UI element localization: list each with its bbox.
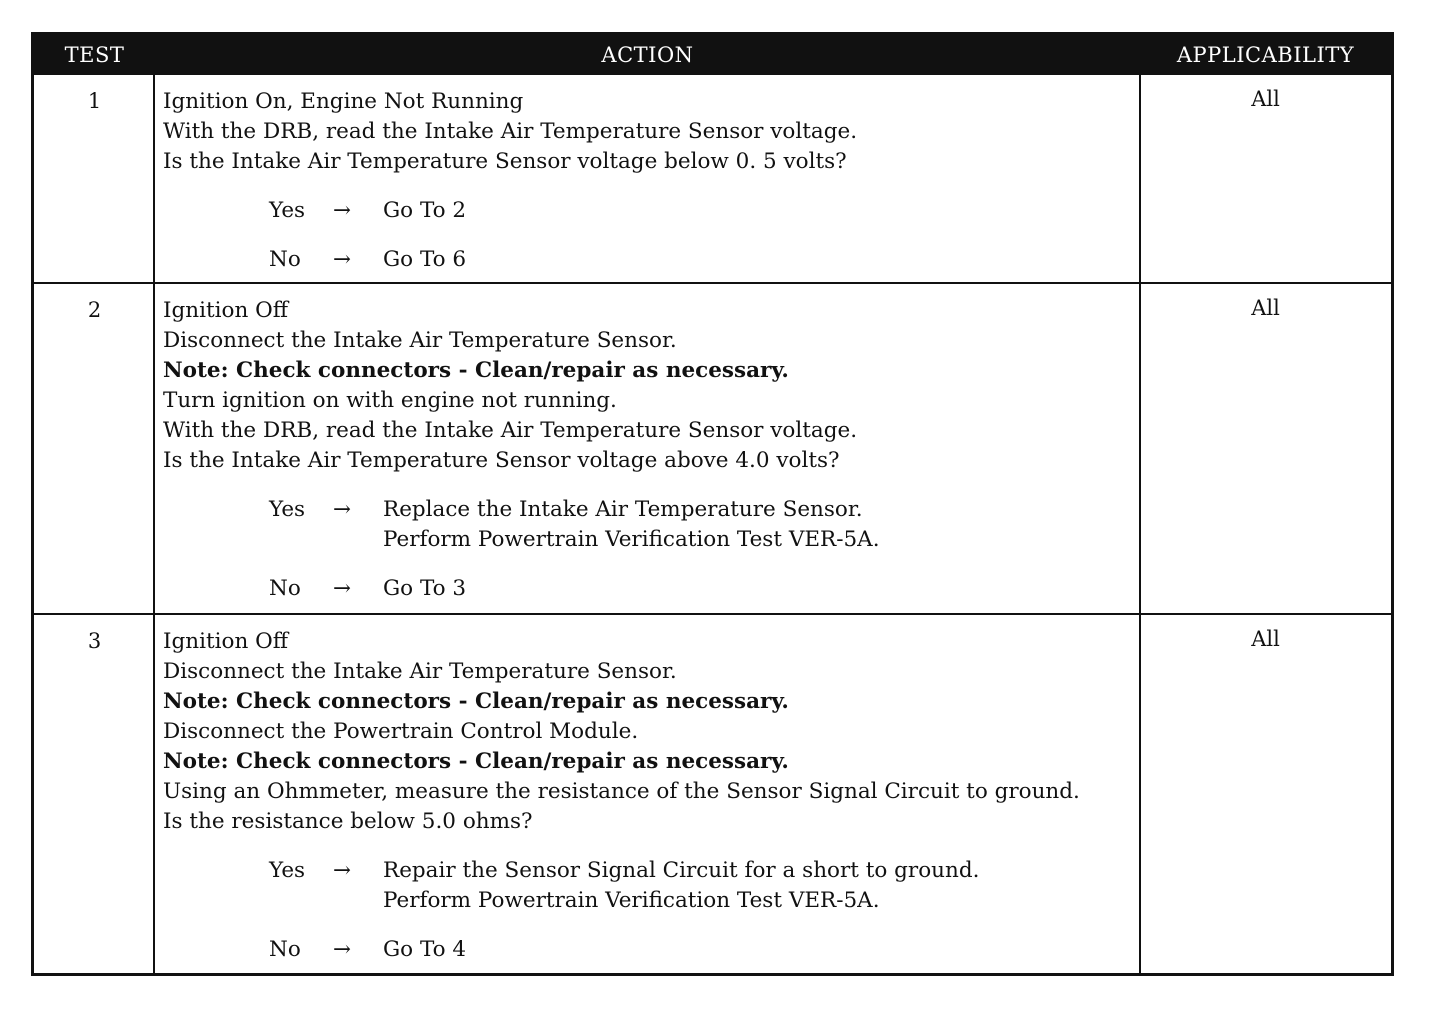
no-result xyxy=(163,245,1138,275)
table-row-test-1 xyxy=(34,75,1391,282)
no-result xyxy=(163,935,1138,965)
table-row-test-3 xyxy=(34,615,1391,973)
no-outcome: Go To 4 xyxy=(383,937,467,962)
no-label: No xyxy=(269,576,301,601)
note-line: Note: Check connectors - Clean/repair as necessary. xyxy=(163,358,789,383)
action-line: Disconnect the Intake Air Temperature Sensor. xyxy=(163,659,677,684)
no-outcome: Go To 3 xyxy=(383,576,467,601)
action-line: Is the resistance below 5.0 ohms? xyxy=(163,809,533,834)
arrow-icon: → xyxy=(333,858,352,883)
table-header xyxy=(34,35,1391,75)
action-line: Is the Intake Air Temperature Sensor voltage below 0. 5 volts? xyxy=(163,149,847,174)
no-label: No xyxy=(269,937,301,962)
test-number: 2 xyxy=(87,298,102,322)
test-number: 3 xyxy=(87,629,102,653)
yes-outcome xyxy=(383,856,979,916)
outcome-line: Perform Powertrain Verification Test VER-5A. xyxy=(383,527,880,552)
action-cell xyxy=(163,296,1138,604)
header-test: TEST xyxy=(64,43,125,67)
diagnostic-test-table xyxy=(31,32,1394,976)
outcome-line: Replace the Intake Air Temperature Sensor. xyxy=(383,497,863,522)
no-outcome: Go To 6 xyxy=(383,247,467,272)
action-line: Ignition On, Engine Not Running xyxy=(163,89,524,114)
action-line: Disconnect the Powertrain Control Module. xyxy=(163,719,639,744)
no-result xyxy=(163,574,1138,604)
header-action: ACTION xyxy=(601,43,694,67)
note-line: Note: Check connectors - Clean/repair as necessary. xyxy=(163,689,789,714)
arrow-icon: → xyxy=(333,576,352,601)
action-line: Ignition Off xyxy=(163,298,289,323)
yes-result xyxy=(163,196,1138,226)
arrow-icon: → xyxy=(333,497,352,522)
header-applicability: APPLICABILITY xyxy=(1176,43,1355,67)
applicability-cell: All xyxy=(1251,87,1280,111)
action-line: With the DRB, read the Intake Air Temperature Sensor voltage. xyxy=(163,418,858,443)
arrow-icon: → xyxy=(333,198,352,223)
action-cell xyxy=(163,87,1138,275)
yes-label: Yes xyxy=(269,497,306,522)
no-label: No xyxy=(269,247,301,272)
yes-label: Yes xyxy=(269,858,306,883)
arrow-icon: → xyxy=(333,937,352,962)
outcome-line: Repair the Sensor Signal Circuit for a short to ground. xyxy=(383,858,980,883)
yes-outcome xyxy=(383,495,880,555)
outcome-line: Perform Powertrain Verification Test VER-5A. xyxy=(383,888,880,913)
action-line: Ignition Off xyxy=(163,629,289,654)
action-line: With the DRB, read the Intake Air Temperature Sensor voltage. xyxy=(163,119,858,144)
action-line: Is the Intake Air Temperature Sensor voltage above 4.0 volts? xyxy=(163,448,840,473)
yes-outcome: Go To 2 xyxy=(383,198,467,223)
note-line: Note: Check connectors - Clean/repair as necessary. xyxy=(163,749,789,774)
action-line: Disconnect the Intake Air Temperature Sensor. xyxy=(163,328,677,353)
test-number: 1 xyxy=(87,89,102,113)
action-line: Turn ignition on with engine not running. xyxy=(163,388,617,413)
applicability-cell: All xyxy=(1251,627,1280,651)
yes-result xyxy=(163,495,1138,555)
action-cell xyxy=(163,627,1138,965)
action-line: Using an Ohmmeter, measure the resistance of the Sensor Signal Circuit to ground. xyxy=(163,779,1080,804)
yes-label: Yes xyxy=(269,198,306,223)
arrow-icon: → xyxy=(333,247,352,272)
applicability-cell: All xyxy=(1251,296,1280,320)
yes-result xyxy=(163,856,1138,916)
table-row-test-2 xyxy=(34,284,1391,613)
